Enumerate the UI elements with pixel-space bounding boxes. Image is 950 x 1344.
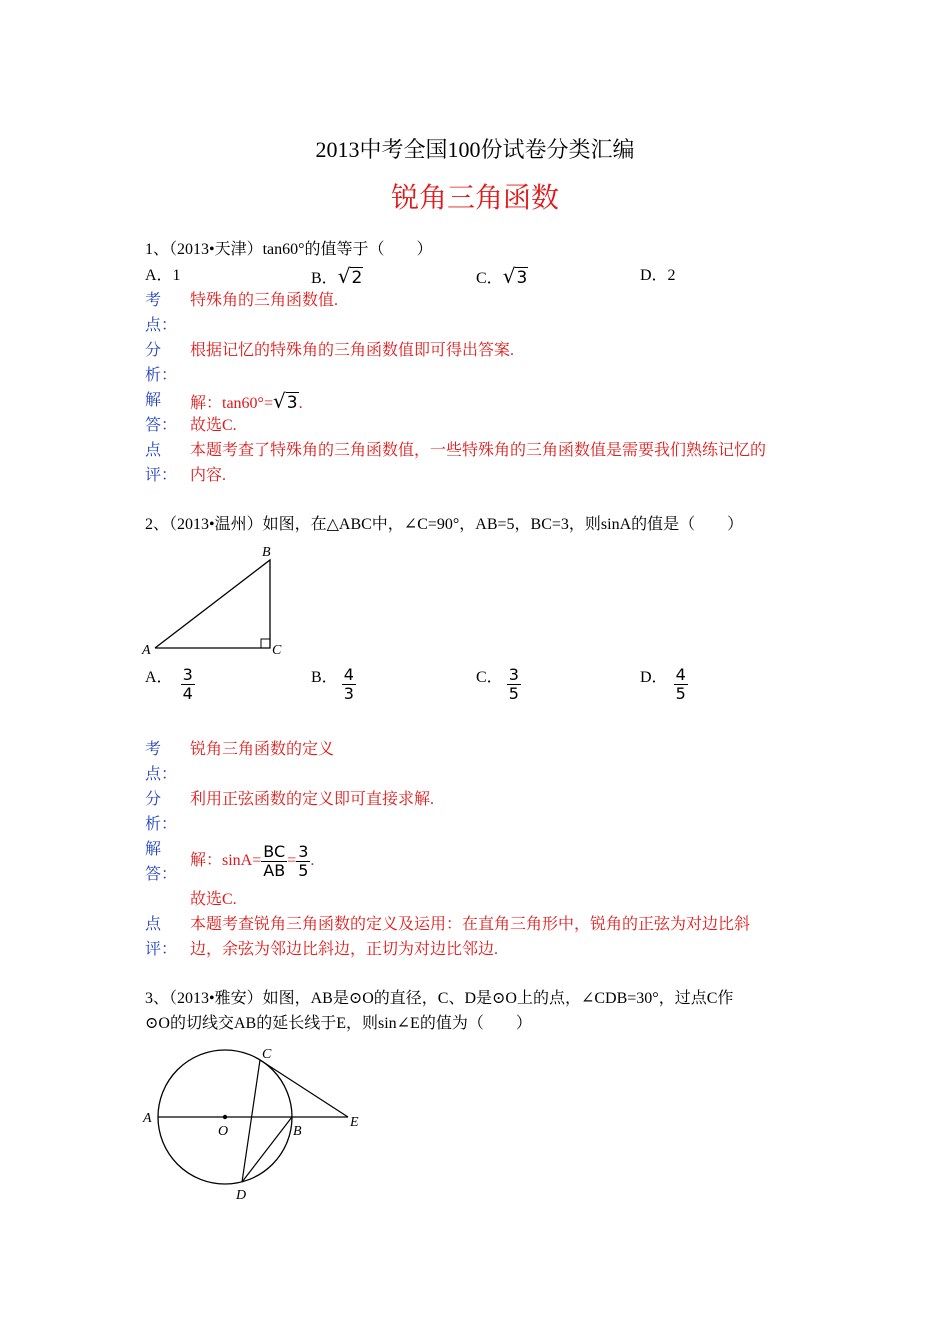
q1-jieda-end: . — [298, 395, 303, 412]
q1-fenxi: 根据记忆的特殊角的三角函数值即可得出答案. — [190, 342, 515, 359]
q2-jieda-label-2: 答： — [145, 866, 178, 883]
q1-dianping-line-2: 内容. — [190, 467, 227, 484]
section-title: 锐角三角函数 — [390, 183, 559, 214]
q1-jieda-label-2: 答： — [145, 417, 178, 434]
q1-option-c-sqrt: √3 — [502, 264, 528, 288]
q3-label-b: B — [293, 1124, 302, 1139]
q2-option-c-den: 5 — [508, 684, 519, 703]
q2-jieda-choice: 故选C. — [190, 891, 237, 908]
q3-stem-line-1: 3、（2013•雅安）如图，AB是⊙O的直径，C、D是⊙O上的点，∠CDB=30°，过点C作 — [145, 990, 734, 1007]
q1-option-a: A．1 — [145, 267, 181, 284]
q2-jieda-label-1: 解 — [145, 841, 162, 858]
q1-option-d: D．2 — [640, 267, 676, 284]
q2-option-b-frac — [342, 666, 356, 703]
q2-option-c-num: 3 — [508, 665, 519, 684]
q1-dianping-line-1: 本题考查了特殊角的三角函数值，一些特殊角的三角函数值是需要我们熟练记忆的 — [190, 442, 767, 459]
q3-label-a: A — [143, 1111, 152, 1126]
q2-jieda-frac-2-num: 3 — [298, 842, 309, 861]
q2-option-a-num: 3 — [182, 665, 193, 684]
q3-chord-db — [242, 1117, 292, 1182]
q1-option-b-radicand: 2 — [351, 268, 363, 288]
q1-stem: 1、（2013•天津）tan60°的值等于（ ） — [145, 241, 433, 258]
q2-jieda-equals: = — [287, 852, 297, 870]
q2-option-d-letter: D． — [640, 669, 668, 686]
q2-option-d-den: 5 — [675, 684, 686, 703]
q2-option-b-den: 3 — [343, 684, 354, 703]
q2-jieda-frac-2-den: 5 — [298, 861, 309, 880]
q1-kaodian-label-2: 点： — [145, 317, 178, 334]
q2-label-b: B — [262, 545, 271, 560]
q1-kaodian: 特殊角的三角函数值. — [190, 292, 339, 309]
q1-jieda-radicand: 3 — [286, 393, 298, 413]
q1-jieda-sqrt: √3 — [272, 389, 298, 413]
q2-jieda-frac-1 — [261, 843, 287, 880]
q1-jieda-label-1: 解 — [145, 392, 162, 409]
q2-triangle — [155, 560, 270, 648]
q2-option-b-num: 4 — [343, 665, 354, 684]
q1-dianping-label-1: 点 — [145, 442, 162, 459]
q1-option-c — [476, 264, 528, 291]
q1-fenxi-label-1: 分 — [145, 342, 162, 359]
q2-option-d-frac — [674, 666, 688, 703]
q2-option-c — [476, 666, 521, 703]
q2-option-a — [145, 666, 195, 703]
q1-option-c-radicand: 3 — [516, 268, 528, 288]
q2-option-b — [311, 666, 356, 703]
q2-fenxi-label-1: 分 — [145, 791, 162, 808]
q3-label-o: O — [218, 1124, 229, 1139]
q3-center-point — [223, 1115, 227, 1119]
q1-fenxi-label-2: 析： — [145, 367, 178, 384]
q2-dianping-label-2: 评： — [145, 941, 178, 958]
q1-jieda-choice: 故选C. — [190, 417, 237, 434]
q1-option-b-sqrt: √2 — [337, 264, 363, 288]
q2-option-a-den: 4 — [182, 684, 193, 703]
q2-right-angle-mark — [261, 639, 270, 648]
q2-jieda-frac-1-num: BC — [263, 842, 286, 861]
q1-option-b-letter: B． — [311, 270, 338, 287]
q1-jieda-text: 解：tan60°= — [190, 395, 273, 412]
q2-stem: 2、（2013•温州）如图，在△ABC中，∠C=90°，AB=5，BC=3，则sinA的值是（ ） — [145, 516, 744, 533]
q2-fenxi-label-2: 析： — [145, 816, 178, 833]
q2-jieda-frac-2 — [296, 843, 310, 880]
q2-kaodian-label-2: 点： — [145, 766, 178, 783]
q1-option-c-letter: C． — [476, 270, 503, 287]
q1-option-b — [311, 264, 363, 291]
q3-chord-cd — [242, 1060, 260, 1182]
q2-dianping-line-2: 边，余弦为邻边比斜边，正切为对边比邻边. — [190, 941, 499, 958]
q2-fenxi: 利用正弦函数的定义即可直接求解. — [190, 791, 435, 808]
q2-option-a-letter: A． — [145, 669, 173, 686]
q2-kaodian-label-1: 考 — [145, 741, 162, 758]
document-title: 2013中考全国100份试卷分类汇编 — [315, 137, 635, 162]
q1-kaodian-label-1: 考 — [145, 292, 162, 309]
q2-label-c: C — [272, 643, 282, 658]
q2-option-a-frac — [181, 666, 195, 703]
q3-stem-line-2: ⊙O的切线交AB的延长线于E，则sin∠E的值为（ ） — [145, 1015, 532, 1032]
q3-label-c: C — [262, 1047, 272, 1062]
q3-tangent-ce — [260, 1060, 348, 1117]
q1-jieda — [190, 389, 303, 416]
q2-jieda-frac-1-den: AB — [263, 861, 286, 880]
q2-triangle-figure — [140, 540, 300, 660]
q3-circle-figure — [140, 1042, 370, 1207]
q2-jieda-text: 解：sinA= — [190, 852, 262, 870]
q2-jieda — [190, 843, 314, 880]
q2-option-d — [640, 666, 688, 703]
q3-label-e: E — [350, 1115, 359, 1130]
q2-option-c-frac — [507, 666, 521, 703]
q2-option-c-letter: C． — [476, 669, 503, 686]
q2-kaodian: 锐角三角函数的定义 — [190, 741, 335, 758]
q2-jieda-end: . — [310, 852, 315, 870]
q1-dianping-label-2: 评： — [145, 467, 178, 484]
q2-label-a: A — [142, 643, 151, 658]
q2-option-d-num: 4 — [675, 665, 686, 684]
q2-option-b-letter: B． — [311, 669, 338, 686]
q2-dianping-label-1: 点 — [145, 916, 162, 933]
q2-dianping-line-1: 本题考查锐角三角函数的定义及运用：在直角三角形中，锐角的正弦为对边比斜 — [190, 916, 751, 933]
q3-label-d: D — [236, 1188, 247, 1203]
